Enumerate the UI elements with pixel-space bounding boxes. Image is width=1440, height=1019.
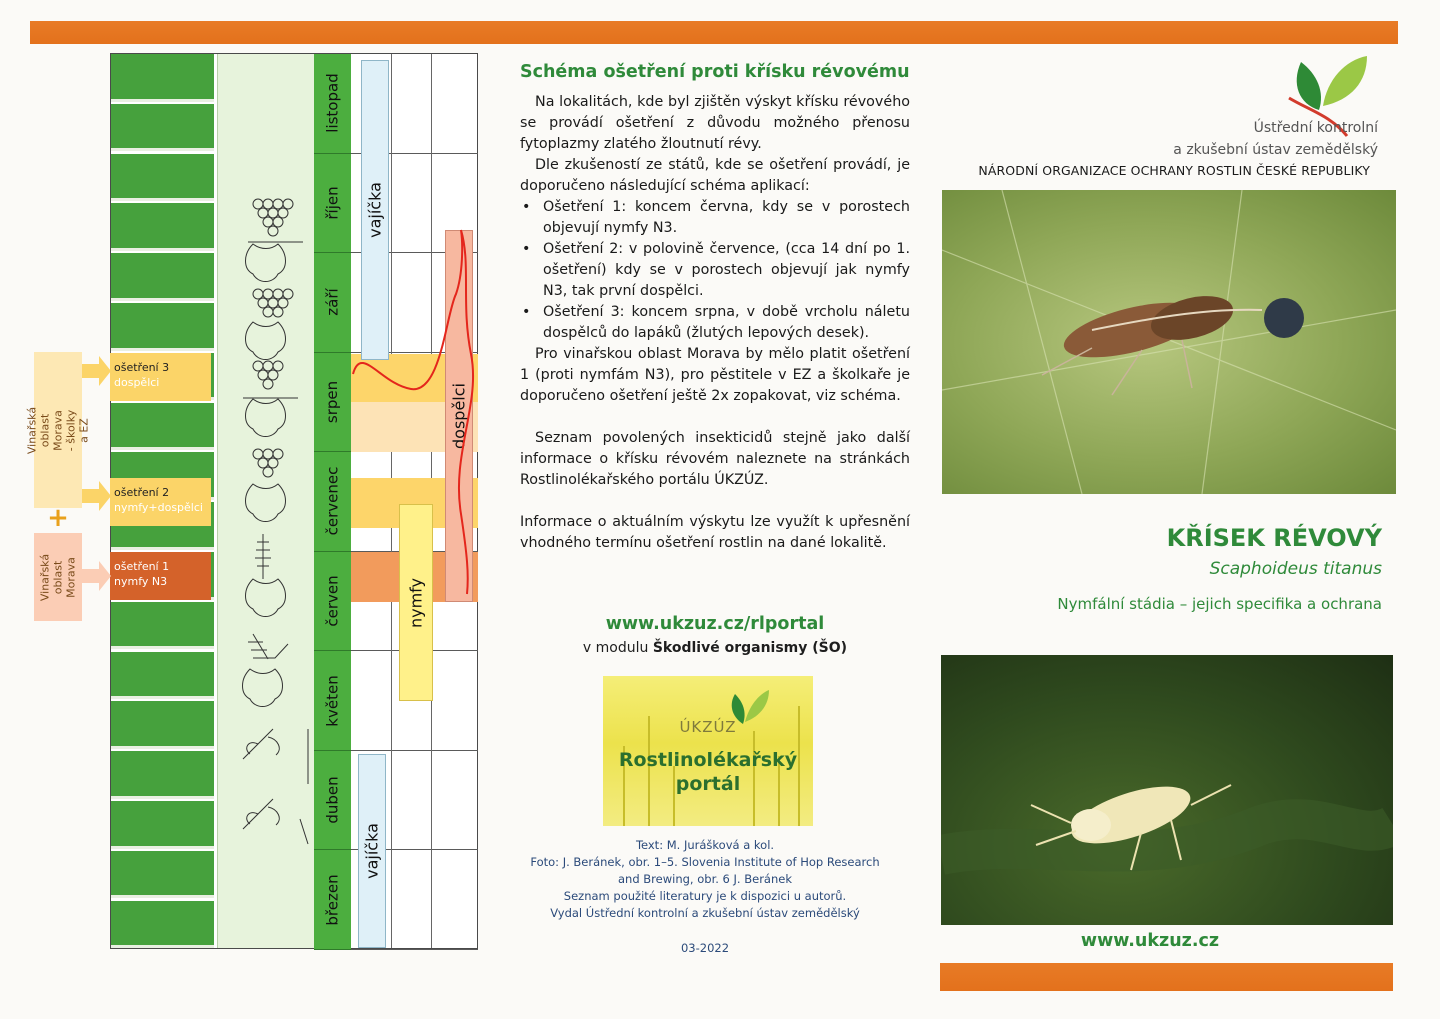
month-label: červenec <box>314 452 351 552</box>
plus-sign: + <box>47 503 69 533</box>
treatment-1-name: ošetření 1 <box>114 560 170 573</box>
top-orange-bar <box>30 21 1398 44</box>
org-name: Ústřední kontrolní a zkušební ústav zemědělský <box>1173 120 1378 158</box>
module-name: Škodlivé organismy (ŠO) <box>652 640 848 656</box>
eggs-autumn-bar: vajíčka <box>361 60 389 360</box>
scheme-text-column <box>520 62 910 554</box>
paragraph-recommendation: Dle zkušeností ze států, kde se ošetření provádí, je doporučeno následující schéma aplikací: <box>520 157 910 194</box>
treatment-3-target: dospělci <box>114 376 160 389</box>
module-line <box>520 640 910 656</box>
month-label: duben <box>314 751 351 851</box>
list-item: • Ošetření 2: v polovině července, (cca 14 dní po 1. ošetření) kdy se v porostech objevují jak nymfy N3, tak první dospělci. <box>520 239 910 302</box>
paragraph-morava: Pro vinařskou oblast Morava by mělo platit ošetření 1 (proti nymfám N3), pro pěstitele v EZ a školkaře je doporučeno ošetření ještě 2x zopakovat, viz schéma. <box>520 346 910 404</box>
module-prefix: v modulu <box>582 640 649 656</box>
eggs-spring-bar: vajíčka <box>358 754 386 948</box>
adults-bar: dospělci <box>445 230 473 602</box>
arrow-right-icon <box>81 356 111 386</box>
month-label: květen <box>314 651 351 751</box>
month-label: říjen <box>314 154 351 254</box>
paragraph-occurrence: Informace o aktuálním výskytu lze využít k upřesnění vhodného termínu ošetření rostlin na dané lokalitě. <box>520 514 910 551</box>
footer-url[interactable]: www.ukzuz.cz <box>1080 931 1220 951</box>
nymphs-bar: nymfy <box>399 504 433 701</box>
month-label: březen <box>314 850 351 950</box>
month-label: červen <box>314 552 351 652</box>
species-latin-name: Scaphoideus titanus <box>1209 559 1382 579</box>
paragraph-intro: Na lokalitách, kde byl zjištěn výskyt křísku révového se provádí ošetření z důvodu možného přenosu fytoplazmy zlatého žloutnutí révy. <box>520 94 910 152</box>
portal-banner[interactable] <box>603 676 813 826</box>
species-title: KŘÍSEK RÉVOVÝ <box>1166 524 1382 552</box>
bottom-orange-bar <box>940 963 1393 991</box>
treatment-3-name: ošetření 3 <box>114 361 170 374</box>
scheme-heading: Schéma ošetření proti křísku révovému <box>520 62 910 82</box>
treatment-list <box>520 197 910 344</box>
national-org-line: NÁRODNÍ ORGANIZACE OCHRANY ROSTLIN ČESKÉ REPUBLIKY <box>978 163 1370 178</box>
issue-date: 03-2022 <box>680 941 730 955</box>
credits: Text: M. Jurášková a kol. Foto: J. Beránek, obr. 1–5. Slovenia Institute of Hop Research and Brewing, obr. 6 J. Beránek Seznam použité literatury je k dispozici u autorů. Vydal Ústřední kontrolní a zkušební ústav zemědělský <box>530 838 880 920</box>
region-long-label: Vinařská oblast Morava - školky a EZ <box>25 406 91 454</box>
portal-link[interactable]: www.ukzuz.cz/rlportal <box>605 614 825 634</box>
treatment-2-label <box>110 478 211 526</box>
treatment-2-target: nymfy+dospělci <box>114 501 203 514</box>
list-item: • Ošetření 3: koncem srpna, v době vrcholu náletu dospělců do lapáků (žlutých lepových desek). <box>520 302 910 344</box>
portal-title: Rostlinolékařský portál <box>618 749 798 795</box>
month-label: srpen <box>314 353 351 453</box>
region-box-morava <box>34 533 82 621</box>
species-subtitle: Nymfální stádia – jejich specifika a ochrana <box>1057 595 1382 613</box>
adult-leafhopper-photo <box>942 190 1396 494</box>
treatment-3-label <box>110 353 211 401</box>
region-short-label: Vinařská oblast Morava <box>38 553 78 601</box>
region-box-morava-ez <box>25 352 91 508</box>
month-label: září <box>314 253 351 353</box>
portal-logo-text: ÚKZÚZ <box>679 718 737 736</box>
nymph-photo <box>941 655 1393 925</box>
month-label: listopad <box>314 54 351 154</box>
treatment-2-name: ošetření 2 <box>114 486 170 499</box>
arrow-right-icon <box>81 481 111 511</box>
list-item: • Ošetření 1: koncem června, kdy se v porostech objevují nymfy N3. <box>520 197 910 239</box>
arrow-right-icon <box>81 561 111 591</box>
treatment-1-label <box>110 552 211 600</box>
paragraph-insecticides: Seznam povolených insekticidů stejně jako další informace o křísku révovém naleznete na stránkách Rostlinolékařského portálu ÚKZÚZ. <box>520 430 910 488</box>
treatment-1-target: nymfy N3 <box>114 575 168 588</box>
